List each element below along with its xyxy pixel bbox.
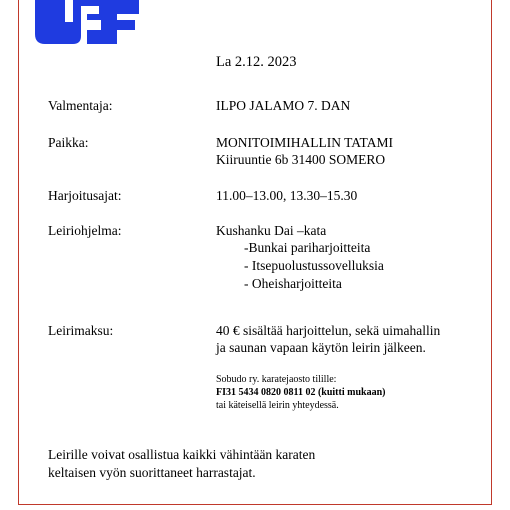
program-label: Leiriohjelma: xyxy=(48,223,122,238)
times-value: 11.00–13.00, 13.30–15.30 xyxy=(216,188,358,203)
coach-label: Valmentaja: xyxy=(48,98,113,113)
coach-value: ILPO JALAMO 7. DAN xyxy=(216,98,351,113)
place-label: Paikka: xyxy=(48,135,89,150)
times-label: Harjoitusajat: xyxy=(48,188,122,203)
program-item: - Oheisharjoitteita xyxy=(244,276,342,291)
program-item: Kushanku Dai –kata xyxy=(216,223,327,238)
place-line-2: Kiiruuntie 6b 31400 SOMERO xyxy=(216,152,386,167)
program-item: - Itsepuolustussovelluksia xyxy=(244,258,384,273)
footer-line-1: Leirille voivat osallistua kaikki vähintään karaten xyxy=(48,447,316,462)
club-logo-icon xyxy=(35,0,139,44)
place-line-1: MONITOIMIHALLIN TATAMI xyxy=(216,135,393,150)
event-date: La 2.12. 2023 xyxy=(216,54,297,70)
payment-account: FI31 5434 0820 0811 02 (kuitti mukaan) xyxy=(216,387,386,398)
payment-line-3: tai käteisellä leirin yhteydessä. xyxy=(216,400,339,411)
program-item: -Bunkai pariharjoitteita xyxy=(244,240,371,255)
payment-line-1: Sobudo ry. karatejaosto tilille: xyxy=(216,374,337,385)
footer-line-2: keltaisen vyön suorittaneet harrastajat. xyxy=(48,465,256,480)
fee-label: Leirimaksu: xyxy=(48,323,114,338)
fee-line-2: ja saunan vapaan käytön leirin jälkeen. xyxy=(216,340,426,355)
fee-line-1: 40 € sisältää harjoittelun, sekä uimahallin xyxy=(216,323,441,338)
